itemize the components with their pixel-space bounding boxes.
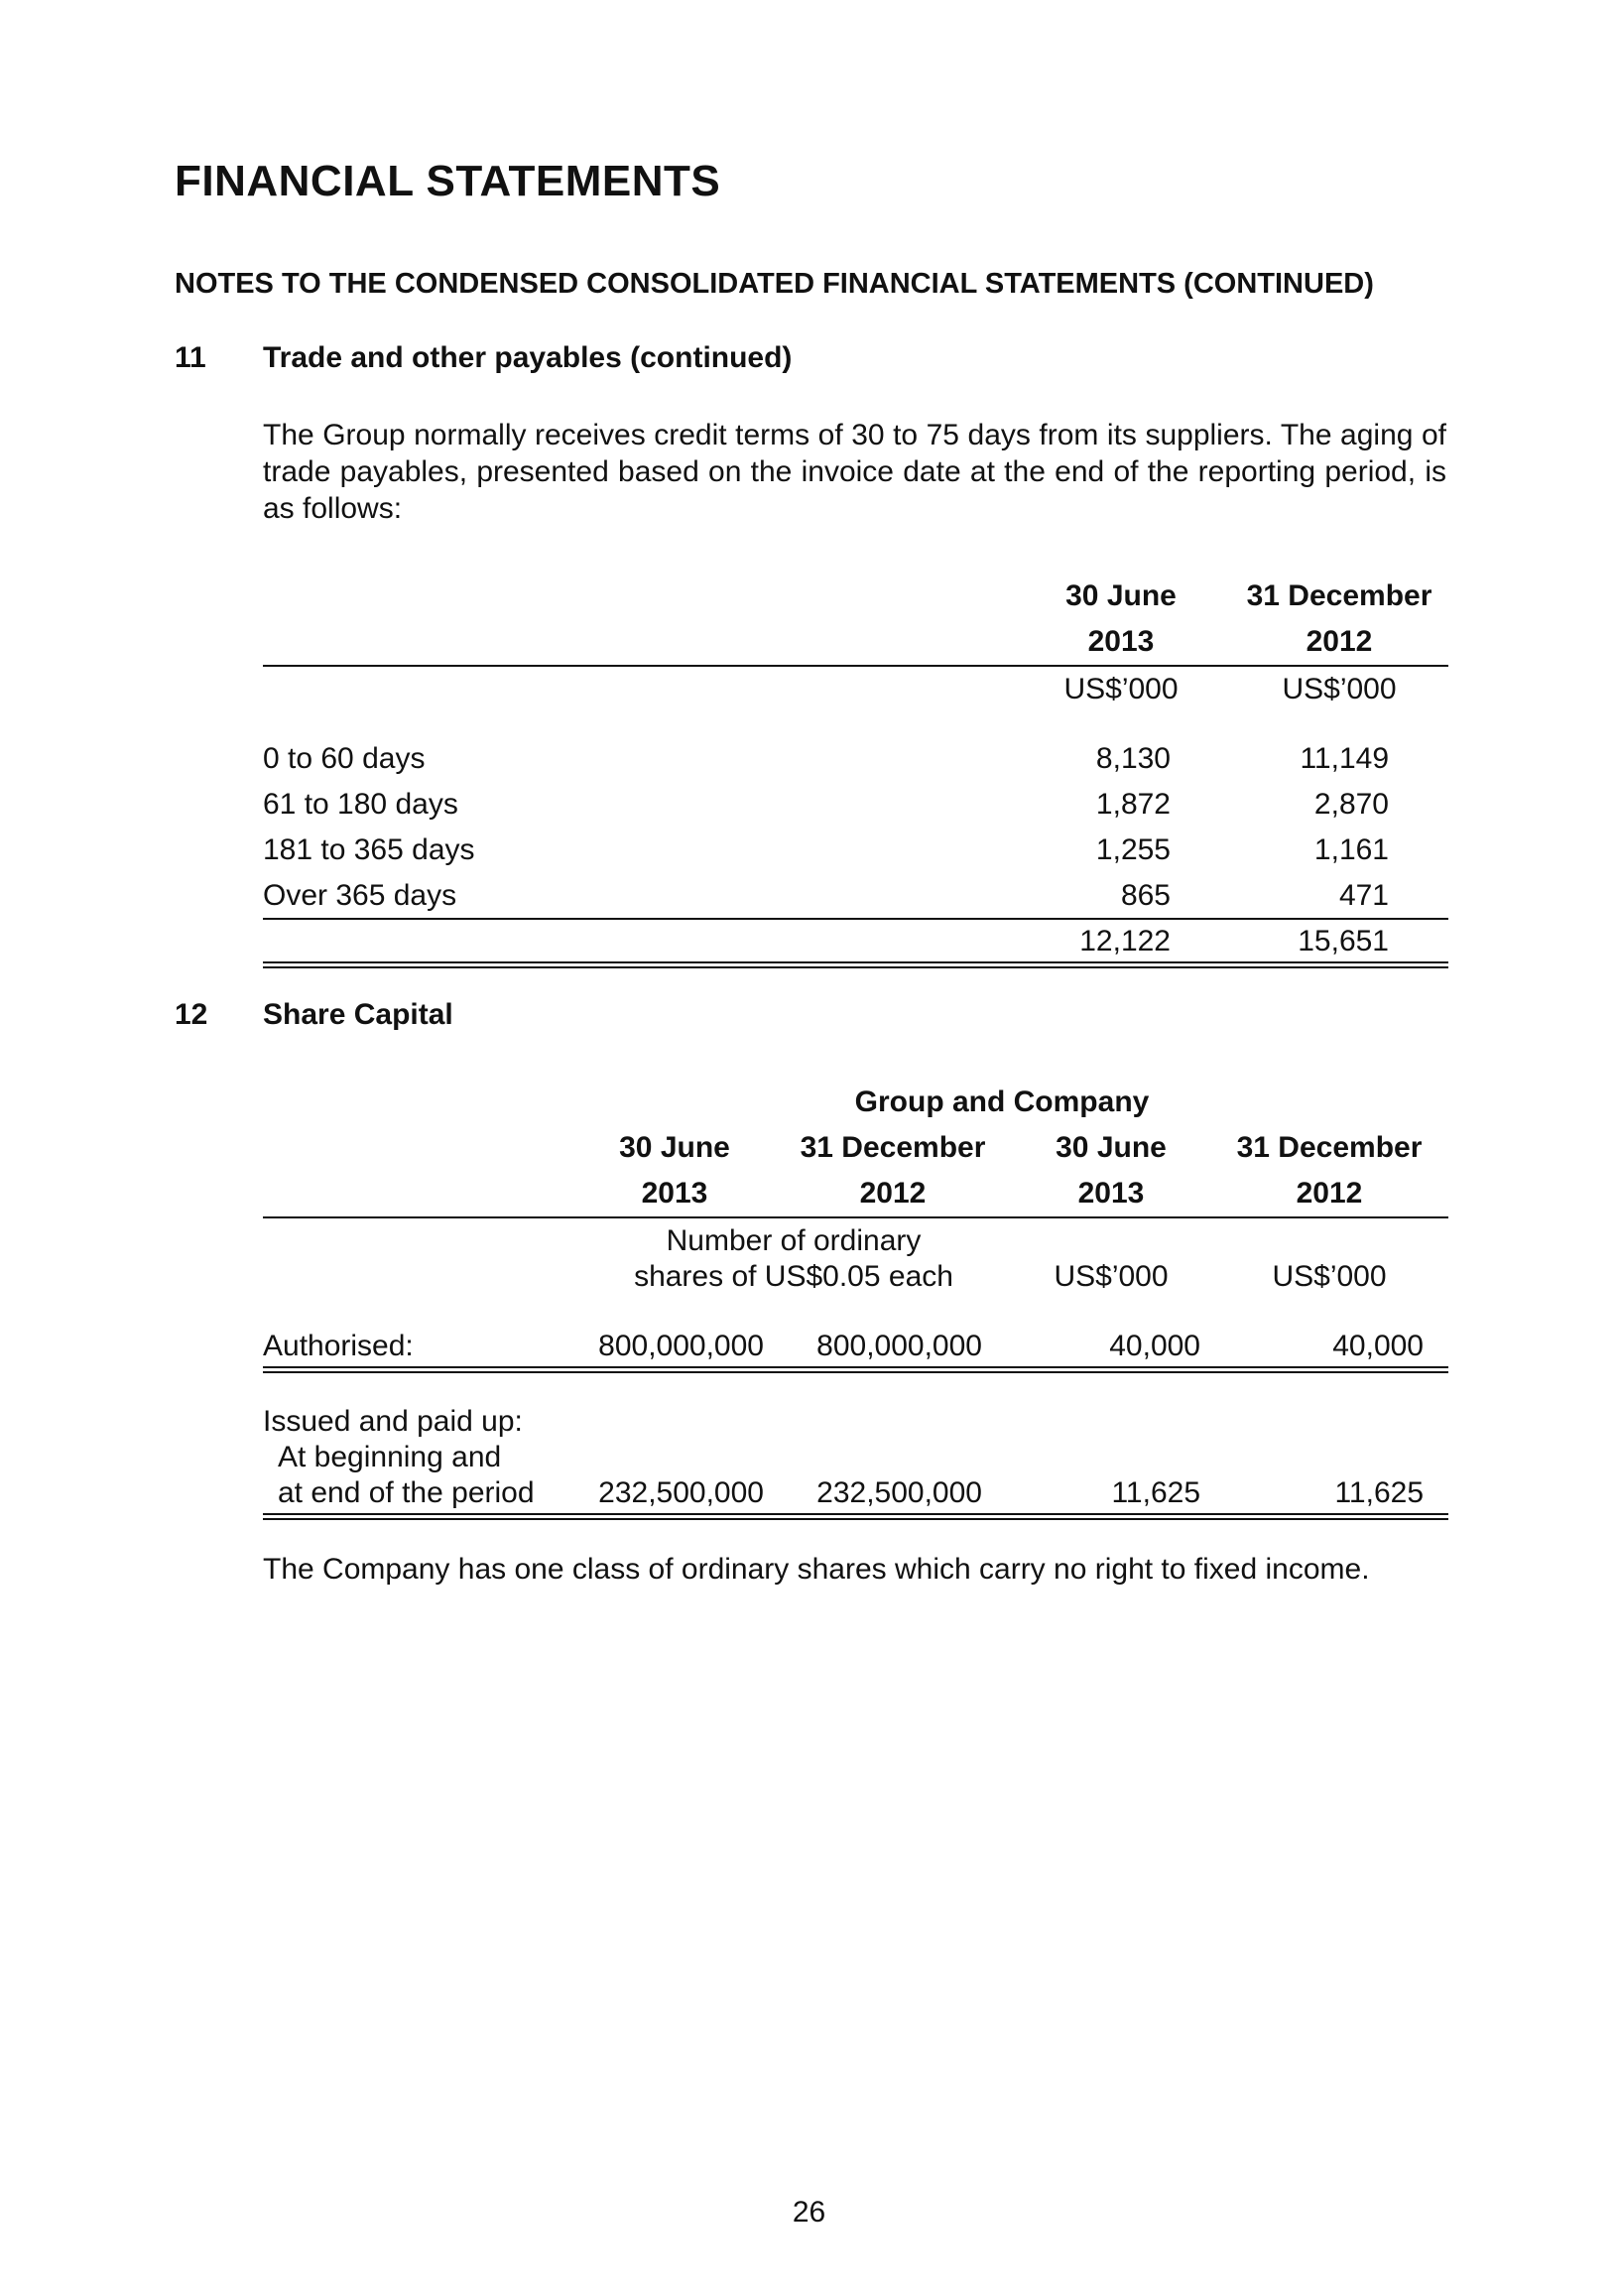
authorised-value: 40,000 <box>1109 1330 1200 1362</box>
page-number: 26 <box>792 2196 826 2229</box>
payables-row-label: Over 365 days <box>263 879 457 912</box>
issued-value: 232,500,000 <box>598 1476 764 1509</box>
payables-subtotal-rule <box>263 918 1448 920</box>
note-12-title: Share Capital <box>263 998 453 1031</box>
notes-subtitle: NOTES TO THE CONDENSED CONSOLIDATED FINANCIAL STATEMENTS (CONTINUED) <box>175 268 1374 300</box>
payables-total-value: 12,122 <box>1079 925 1171 957</box>
note-12-number: 12 <box>175 998 208 1031</box>
issued-label-line1: Issued and paid up: <box>263 1405 523 1438</box>
payables-row-label: 0 to 60 days <box>263 742 426 775</box>
shares-unit-line1: Number of ordinary <box>666 1224 922 1257</box>
payables-col2-unit: US$’000 <box>1282 673 1397 705</box>
issued-double-rule <box>263 1513 1448 1520</box>
share-money-unit: US$’000 <box>1054 1260 1169 1293</box>
payables-col1-line1: 30 June <box>1065 579 1177 612</box>
share-header-rule <box>263 1216 1448 1218</box>
payables-col2-line2: 2012 <box>1306 625 1373 658</box>
group-and-company-header: Group and Company <box>854 1085 1150 1118</box>
payables-row-label: 61 to 180 days <box>263 788 458 821</box>
share-col4-line2: 2012 <box>1296 1177 1363 1210</box>
payables-row-value: 2,870 <box>1313 788 1389 821</box>
share-col3-line1: 30 June <box>1056 1131 1167 1164</box>
payables-row-value: 1,872 <box>1095 788 1171 821</box>
share-col1-line2: 2013 <box>641 1177 708 1210</box>
shares-unit-line2: shares of US$0.05 each <box>634 1260 953 1293</box>
issued-label-line2: At beginning and <box>278 1441 502 1473</box>
note-11-number: 11 <box>175 341 206 374</box>
share-money-unit: US$’000 <box>1272 1260 1387 1293</box>
authorised-label: Authorised: <box>263 1330 414 1362</box>
issued-label-line3: at end of the period <box>278 1476 535 1509</box>
share-col2-line1: 31 December <box>800 1131 986 1164</box>
payables-row-label: 181 to 365 days <box>263 833 475 866</box>
payables-col1-unit: US$’000 <box>1063 673 1179 705</box>
issued-value: 11,625 <box>1334 1476 1424 1509</box>
payables-total-value: 15,651 <box>1298 925 1389 957</box>
issued-value: 232,500,000 <box>816 1476 982 1509</box>
share-col1-line1: 30 June <box>619 1131 730 1164</box>
note-11-title: Trade and other payables (continued) <box>263 341 793 374</box>
payables-row-value: 8,130 <box>1095 742 1171 775</box>
payables-col2-line1: 31 December <box>1246 579 1432 612</box>
share-col4-line1: 31 December <box>1236 1131 1423 1164</box>
payables-row-value: 11,149 <box>1300 742 1389 775</box>
authorised-value: 800,000,000 <box>598 1330 764 1362</box>
payables-row-value: 1,161 <box>1313 833 1389 866</box>
share-col2-line2: 2012 <box>859 1177 927 1210</box>
payables-row-value: 1,255 <box>1095 833 1171 866</box>
payables-header-rule <box>263 665 1448 667</box>
issued-value: 11,625 <box>1111 1476 1200 1509</box>
payables-total-double-rule <box>263 961 1448 968</box>
payables-row-value: 865 <box>1120 879 1171 912</box>
authorised-value: 800,000,000 <box>816 1330 982 1362</box>
page-title: FINANCIAL STATEMENTS <box>175 157 721 205</box>
authorised-double-rule <box>263 1366 1448 1373</box>
share-col3-line2: 2013 <box>1077 1177 1145 1210</box>
note-11-paragraph: The Group normally receives credit terms of 30 to 75 days from its suppliers. The aging of trade payables, presented based on the invoice date at the end of the reporting period, is as follows: <box>263 419 1446 525</box>
payables-row-value: 471 <box>1338 879 1389 912</box>
authorised-value: 40,000 <box>1332 1330 1424 1362</box>
payables-col1-line2: 2013 <box>1087 625 1155 658</box>
share-capital-footnote: The Company has one class of ordinary shares which carry no right to fixed income. <box>263 1553 1370 1586</box>
